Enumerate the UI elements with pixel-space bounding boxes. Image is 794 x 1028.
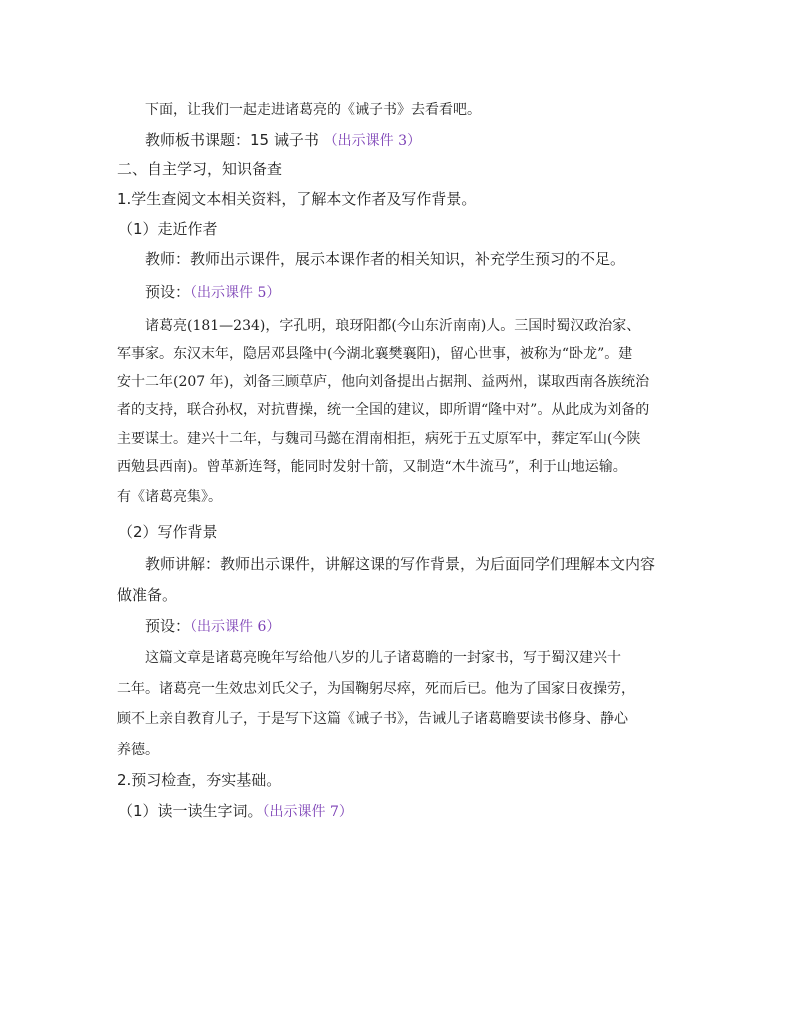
bio-line: 诸葛亮(181—234)，字孔明，琅玡阳都(今山东沂南南)人。三国时蜀汉政治家、	[145, 318, 641, 334]
lesson-title-line	[145, 129, 421, 151]
courseware-hint: （出示课件 7）	[262, 804, 353, 820]
bio-line: 主要谋士。建兴十二年，与魏司马懿在渭南相拒，病死于五丈原军中，葬定军山(今陕	[117, 431, 641, 447]
sub-heading: （1）读一读生字词。	[118, 802, 263, 820]
item-heading: 1.学生查阅文本相关资料，了解本文作者及写作背景。	[117, 190, 477, 208]
background-line: 这篇文章是诸葛亮晚年写给他八岁的儿子诸葛瞻的一封家书，写于蜀汉建兴十	[145, 650, 621, 666]
bio-line: 军事家。东汉末年，隐居邓县隆中(今湖北襄樊襄阳)，留心世事，被称为“卧龙”。建	[117, 346, 633, 362]
teacher-text: 教师讲解：教师出示课件，讲解这课的写作背景，为后面同学们理解本文内容	[145, 555, 656, 573]
sub-heading: （2）写作背景	[118, 523, 218, 541]
bio-line: 者的支持，联合孙权，对抗曹操，统一全国的建议，即所谓“隆中对”。从此成为刘备的	[117, 402, 650, 418]
preset-label: 预设：	[145, 617, 191, 635]
bio-line: 西勉县西南)。曾革新连弩，能同时发射十箭，又制造“木牛流马”，利于山地运输。	[117, 459, 627, 475]
teacher-text: 做准备。	[117, 586, 178, 604]
bio-line: 有《诸葛亮集》。	[117, 489, 222, 505]
sub-heading-line	[118, 800, 353, 822]
lesson-title-text: 教师板书课题：15 诫子书	[145, 131, 319, 149]
courseware-hint: （出示课件 3）	[323, 133, 421, 149]
preset-line	[145, 615, 280, 637]
background-line: 养德。	[117, 742, 159, 758]
courseware-hint: （出示课件 5）	[190, 285, 281, 301]
background-line: 顾不上亲自教育儿子，于是写下这篇《诫子书》，告诫儿子诸葛瞻要读书修身、静心	[117, 711, 628, 727]
teacher-text: 教师：教师出示课件，展示本课作者的相关知识，补充学生预习的不足。	[145, 250, 626, 268]
intro-line: 下面，让我们一起走进诸葛亮的《诫子书》去看看吧。	[145, 102, 481, 118]
preset-label: 预设：	[145, 283, 191, 301]
item-heading: 2.预习检查，夯实基础。	[117, 771, 282, 789]
courseware-hint: （出示课件 6）	[190, 619, 281, 635]
section-heading: 二、自主学习，知识备查	[117, 160, 283, 178]
preset-line	[145, 281, 280, 303]
background-line: 二年。诸葛亮一生效忠刘氏父子，为国鞠躬尽瘁，死而后已。他为了国家日夜操劳，	[117, 681, 635, 697]
bio-line: 安十二年(207 年)，刘备三顾草庐，他向刘备提出占据荆、益两州，谋取西南各族统治	[117, 374, 650, 390]
sub-heading: （1）走近作者	[118, 220, 218, 238]
